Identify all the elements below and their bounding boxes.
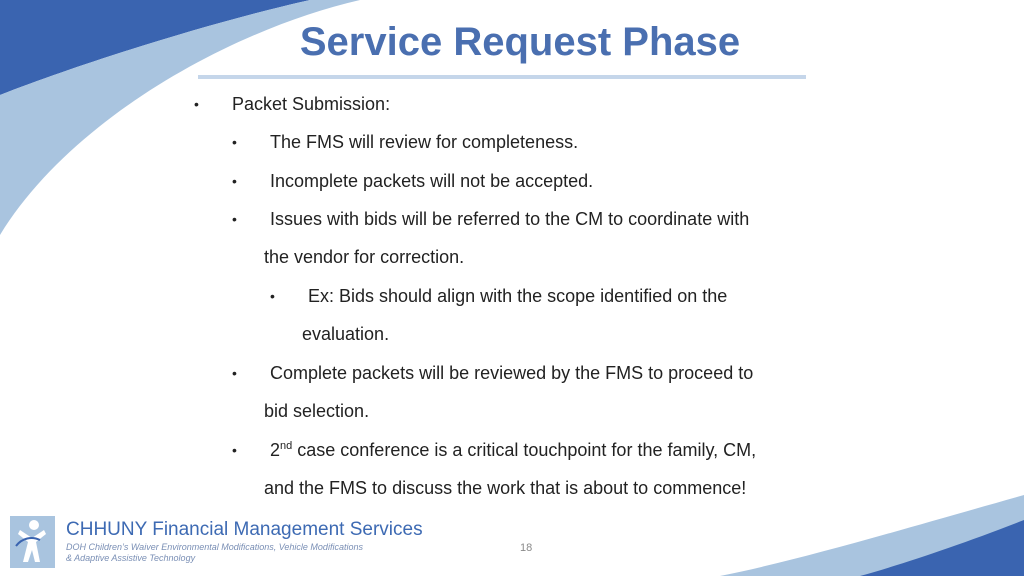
org-subtitle-line: & Adaptive Assistive Technology — [66, 553, 196, 563]
bullet-text: The FMS will review for completeness. — [270, 132, 579, 152]
bullet-continuation — [264, 392, 369, 430]
chhuny-logo-icon — [10, 516, 55, 568]
ordinal-number: 2 — [270, 440, 281, 460]
bullet-text: evaluation. — [302, 324, 390, 344]
bullet-continuation — [264, 469, 746, 507]
bullet-dot: • — [232, 173, 237, 189]
bullet-text: and the FMS to discuss the work that is about to commence! — [264, 478, 747, 498]
bullet-continuation — [302, 315, 389, 353]
bullet-text-rest: case conference is a critical touchpoint for the family, CM, — [292, 440, 757, 460]
bullet-text: Complete packets will be reviewed by the FMS to proceed to — [270, 363, 754, 383]
bullet-text: the vendor for correction. — [264, 247, 465, 267]
bullet-complete-packets — [232, 354, 753, 392]
ordinal-suffix: nd — [280, 440, 293, 452]
bullet-incomplete-packets — [232, 162, 593, 200]
page-title: Service Request Phase — [299, 20, 741, 64]
bullet-text — [270, 431, 756, 469]
bullet-dot: • — [232, 211, 237, 227]
bullet-packet-submission — [194, 85, 390, 123]
bullet-dot: • — [232, 134, 237, 150]
page-number: 18 — [520, 542, 533, 554]
bullet-case-conference — [232, 431, 756, 469]
bullet-review-completeness — [232, 123, 578, 161]
bullet-dot: • — [232, 442, 237, 458]
bullet-text: Incomplete packets will not be accepted. — [270, 171, 594, 191]
bullet-text: bid selection. — [264, 401, 370, 421]
org-subtitle-line: DOH Children’s Waiver Environmental Modifications, Vehicle Modifications — [66, 542, 363, 552]
bullet-text: Ex: Bids should align with the scope identified on the — [308, 286, 728, 306]
bullet-dot: • — [232, 365, 237, 381]
bullet-dot: • — [194, 96, 199, 112]
org-name: CHHUNY Financial Management Services — [66, 519, 423, 540]
bullet-text: Issues with bids will be referred to the CM to coordinate with — [270, 209, 750, 229]
org-subtitle — [66, 542, 363, 564]
bullet-dot: • — [270, 288, 275, 304]
bullet-text: Packet Submission: — [232, 94, 391, 114]
bullet-example-bids — [270, 277, 727, 315]
bullet-continuation — [264, 238, 464, 276]
bullet-issues-with-bids — [232, 200, 749, 238]
